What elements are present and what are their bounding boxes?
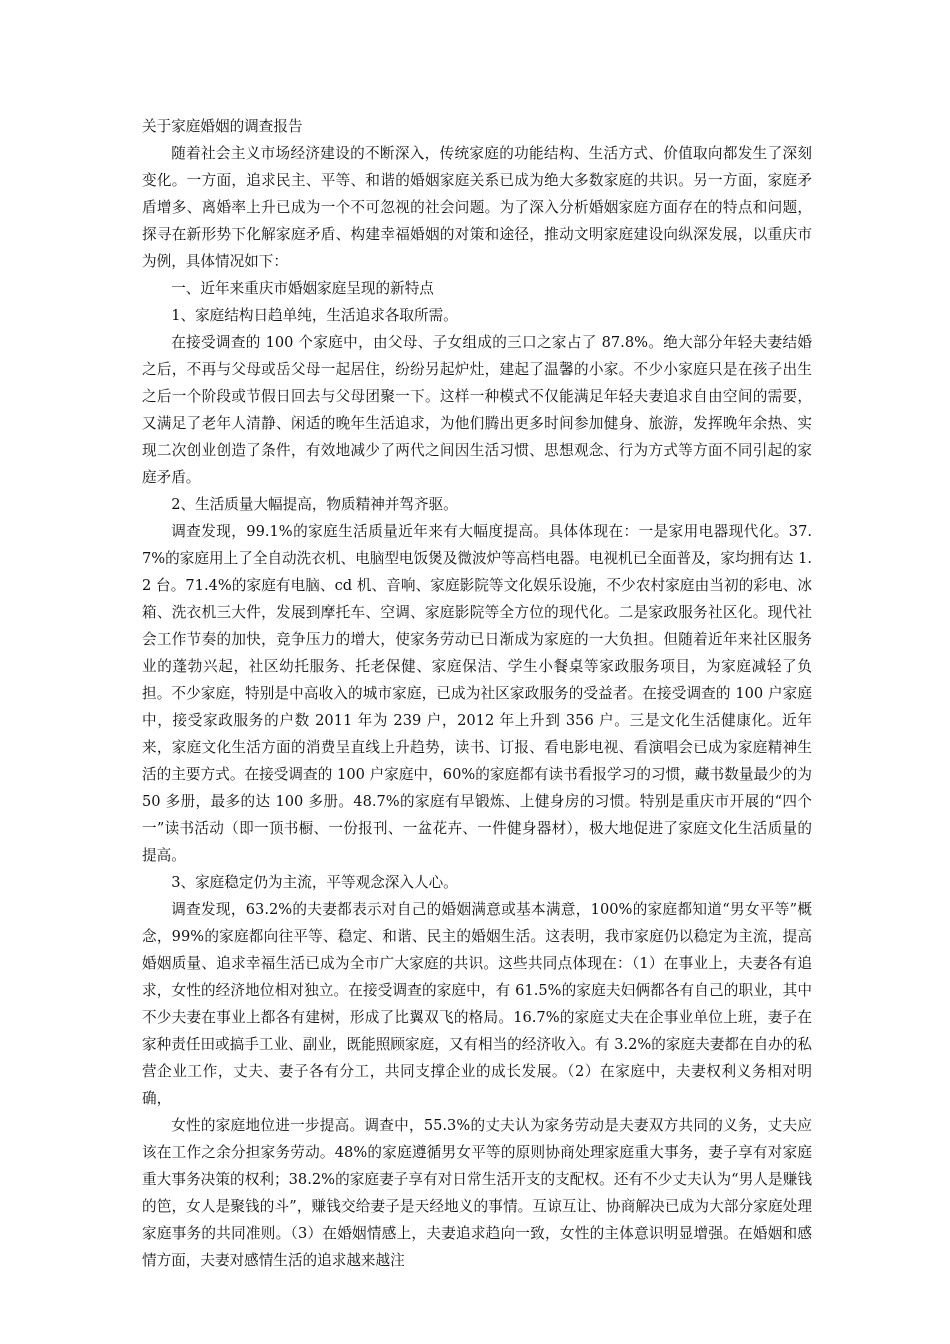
paragraph-life-quality: 调查发现，99.1%的家庭生活质量近年来有大幅度提高。具体体现在：一是家用电器现代化。37.7%的家庭用上了全自动洗衣机、电脑型电饭煲及微波炉等高档电器。电视机已全面普及，家均拥有达 1.2 台。71.4%的家庭有电脑、cd 机、音响、家庭影院等文化娱乐设施，不少农村家庭由当初的彩电、冰箱、洗衣机三大件，发展到摩托车、空调、家庭影院等全方位的现代化。二是家政服务社区化。现代社会工作节奏的加快，竞争压力的增大，使家务劳动已日渐成为家庭的一大负担。但随着近年来社区服务业的蓬勃兴起，社区幼托服务、托老保健、家庭保洁、学生小餐桌等家政服务项目，为家庭减轻了负担。不少家庭，特别是中高收入的城市家庭，已成为社区家政服务的受益者。在接受调查的 100 户家庭中，接受家政服务的户数 2011 年为 239 户，2012 年上升到 356 户。三是文化生活健康化。近年来，家庭文化生活方面的消费呈直线上升趋势，读书、订报、看电影电视、看演唱会已成为家庭精神生活的主要方式。在接受调查的 100 户家庭中，60%的家庭都有读书看报学习的习惯，藏书数量最少的为 50 多册，最多的达 100 多册。48.7%的家庭有早锻炼、上健身房的习惯。特别是重庆市开展的“四个一”读书活动（即一顶书橱、一份报刊、一盆花卉、一件健身器材），极大地促进了家庭文化生活质量的提高。	[142, 523, 812, 864]
document-title: 关于家庭婚姻的调查报告	[142, 118, 303, 135]
subheading-family-structure: 1、家庭结构日趋单纯，生活追求各取所需。	[171, 307, 458, 324]
paragraph-family-stability: 调查发现，63.2%的夫妻都表示对自己的婚姻满意或基本满意，100%的家庭都知道“男女平等”概念，99%的家庭都向往平等、稳定、和谐、民主的婚姻生活。这表明，我市家庭仍以稳定为主流，提高婚姻质量、追求幸福生活已成为全市广大家庭的共识。这些共同点体现在：（1）在事业上，夫妻各有追求，女性的经济地位相对独立。在接受调查的家庭中，有 61.5%的家庭夫妇俩都各有自己的职业，其中不少夫妻在事业上都各有建树，形成了比翼双飞的格局。16.7%的家庭丈夫在企事业单位上班，妻子在家种责任田或搞手工业、副业，既能照顾家庭，又有相当的经济收入。有 3.2%的家庭夫妻都在自办的私营企业工作，丈夫、妻子各有分工，共同支撑企业的成长发展。（2）在家庭中，夫妻权利义务相对明确，	[142, 901, 812, 1107]
document-body	[142, 113, 812, 1274]
section-heading-1: 一、近年来重庆市婚姻家庭呈现的新特点	[171, 280, 434, 297]
subheading-family-stability: 3、家庭稳定仍为主流，平等观念深入人心。	[171, 874, 458, 891]
paragraph-family-structure: 在接受调查的 100 个家庭中，由父母、子女组成的三口之家占了 87.8%。绝大部分年轻夫妻结婚之后，不再与父母或岳父母一起居住，纷纷另起炉灶，建起了温馨的小家。不少小家庭只是在孩子出生之后一个阶段或节假日回去与父母团聚一下。这样一种模式不仅能满足年轻夫妻追求自由空间的需要，又满足了老年人清静、闲适的晚年生活追求，为他们腾出更多时间参加健身、旅游，发挥晚年余热、实现二次创业创造了条件，有效地减少了两代之间因生活习惯、思想观念、行为方式等方面不同引起的家庭矛盾。	[142, 334, 812, 486]
subheading-life-quality: 2、生活质量大幅提高，物质精神并驾齐驱。	[171, 496, 458, 513]
paragraph-female-status: 女性的家庭地位进一步提高。调查中，55.3%的丈夫认为家务劳动是夫妻双方共同的义务，丈夫应该在工作之余分担家务劳动。48%的家庭遵循男女平等的原则协商处理家庭重大事务，妻子享有对家庭重大事务决策的权利；38.2%的家庭妻子享有对日常生活开支的支配权。还有不少丈夫认为“男人是赚钱的笆，女人是聚钱的斗”，赚钱交给妻子是天经地义的事情。互谅互让、协商解决已成为大部分家庭处理家庭事务的共同准则。（3）在婚姻情感上，夫妻追求趋向一致，女性的主体意识明显增强。在婚姻和感情方面，夫妻对感情生活的追求越来越注	[142, 1117, 812, 1269]
intro-paragraph: 随着社会主义市场经济建设的不断深入，传统家庭的功能结构、生活方式、价值取向都发生了深刻变化。一方面，追求民主、平等、和谐的婚姻家庭关系已成为绝大多数家庭的共识。另一方面，家庭矛盾增多、离婚率上升已成为一个不可忽视的社会问题。为了深入分析婚姻家庭方面存在的特点和问题，探寻在新形势下化解家庭矛盾、构建幸福婚姻的对策和途径，推动文明家庭建设向纵深发展，以重庆市为例，具体情况如下：	[142, 145, 812, 270]
